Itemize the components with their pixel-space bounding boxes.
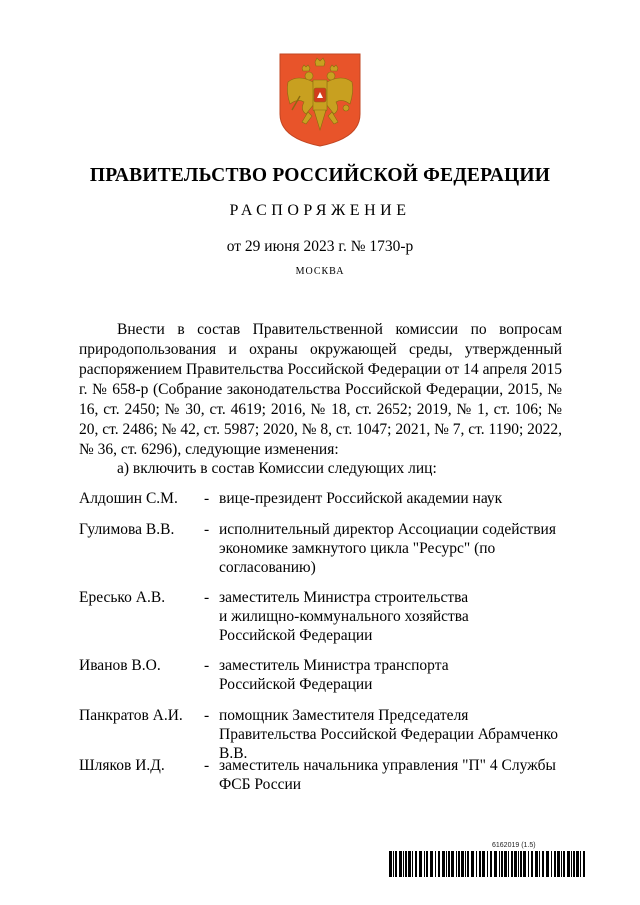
subpoint-a: а) включить в состав Комиссии следующих лиц:: [117, 460, 437, 477]
member-name: Шляков И.Д.: [79, 757, 165, 774]
page-title: ПРАВИТЕЛЬСТВО РОССИЙСКОЙ ФЕДЕРАЦИИ: [89, 165, 551, 186]
member-position: заместитель Министра строительства и жилищно-коммунального хозяйства Российской Федерации: [219, 589, 469, 644]
member-position: заместитель начальника управления "П" 4 Службы ФСБ России: [219, 757, 556, 793]
member-position: исполнительный директор Ассоциации содействия экономике замкнутого цикла "Ресурс" (по согласованию): [219, 521, 556, 576]
city: МОСКВА: [295, 266, 345, 277]
member-name: Гулимова В.В.: [79, 521, 175, 538]
document-type: РАСПОРЯЖЕНИЕ: [229, 202, 411, 219]
date-and-number: от 29 июня 2023 г. № 1730-р: [226, 238, 414, 255]
dash: -: [204, 490, 210, 507]
main-paragraph: Внести в состав Правительственной комиссии по вопросам природопользования и охраны окружающей среды, утвержденный распоряжением Правительства Российской Федерации от 14 апреля 2015 г. № 658-р (Собрание законодательства Российской Федерации, 2015, № 16, ст. 2450; № 30, ст. 4619; 2016, № 18, ст. 2652; 2019, № 1, ст. 106; № 20, ст. 2486; № 42, ст. 5987; 2020, № 8, ст. 1047; 2021, № 7, ст. 1190; 2022, № 36, ст. 6296), следующие изменения:: [79, 321, 562, 458]
dash: -: [204, 757, 210, 774]
member-name: Панкратов А.И.: [79, 707, 183, 724]
barcode-icon: [389, 851, 587, 877]
member-name: Алдошин С.М.: [79, 490, 178, 507]
member-position: вице-президент Российской академии наук: [219, 490, 503, 507]
dash: -: [204, 707, 210, 724]
coat-of-arms-icon: [278, 52, 362, 148]
dash: -: [204, 657, 210, 674]
member-name: Ересько А.В.: [79, 589, 166, 606]
dash: -: [204, 589, 210, 606]
dash: -: [204, 521, 210, 538]
member-position: заместитель Министра транспорта Российской Федерации: [219, 657, 449, 693]
document-code: 6162019 (1.5): [492, 842, 536, 849]
member-position: помощник Заместителя Председателя Правительства Российской Федерации Абрамченко В.В.: [219, 707, 558, 762]
member-name: Иванов В.О.: [79, 657, 161, 674]
